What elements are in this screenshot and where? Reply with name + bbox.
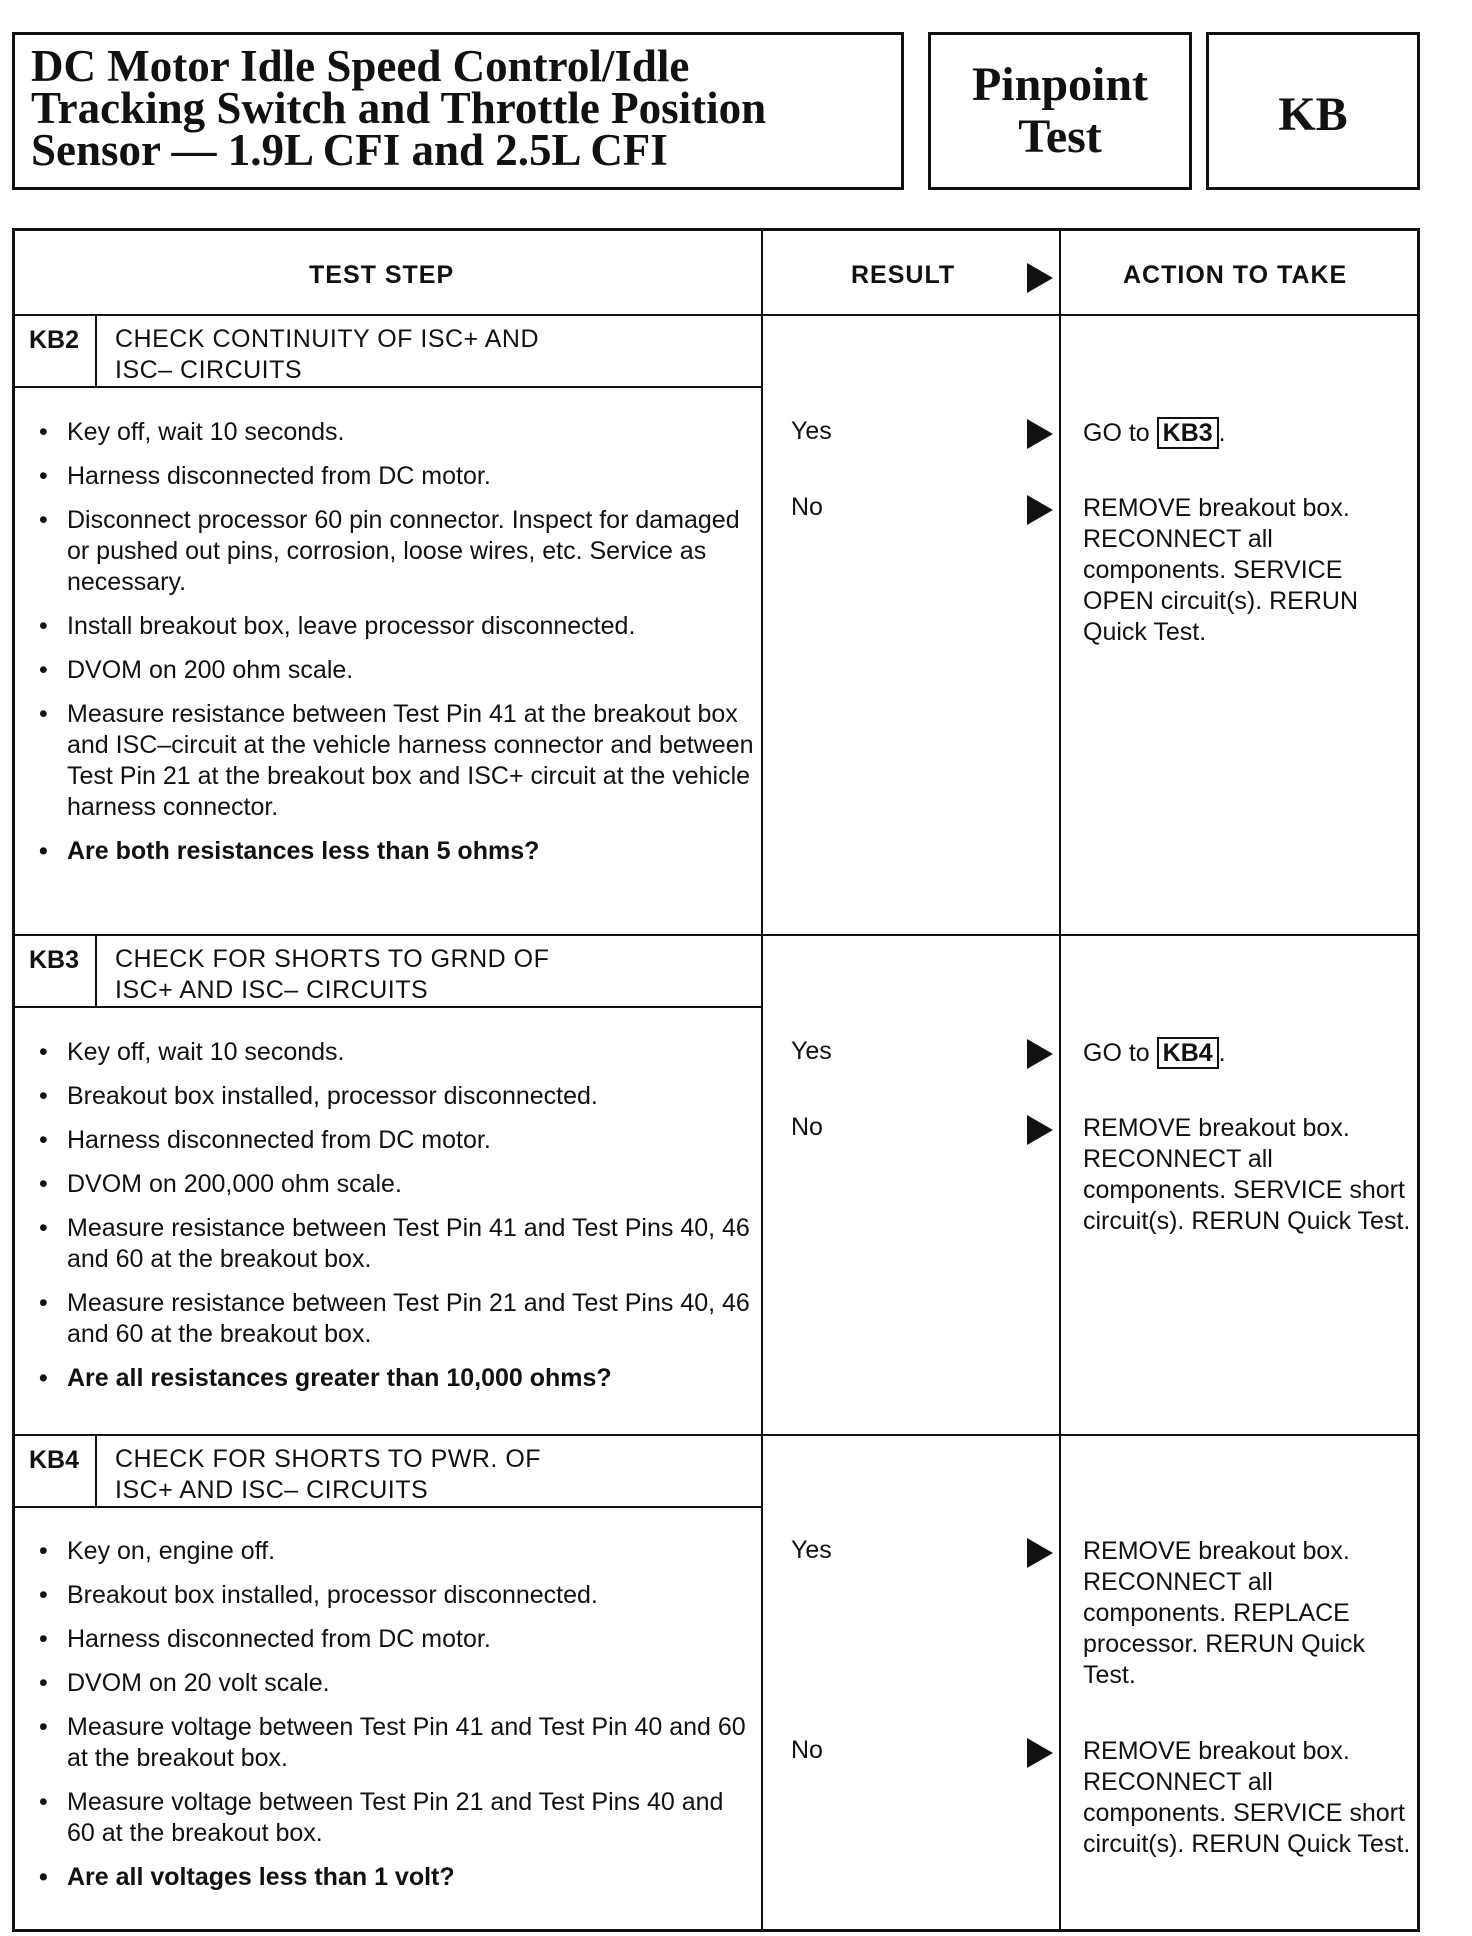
list-item: • Measure voltage between Test Pin 21 and Test Pins 40 and 60 at the breakout box. bbox=[35, 1787, 755, 1849]
test-code-label bbox=[1206, 32, 1420, 190]
pinpoint-line: Pinpoint bbox=[971, 58, 1149, 111]
step-title-line: CHECK FOR SHORTS TO GRND OF bbox=[115, 945, 550, 973]
page-title bbox=[12, 32, 904, 190]
step-title-divider bbox=[15, 1506, 761, 1508]
test-code: KB bbox=[1278, 88, 1348, 141]
list-item: • Harness disconnected from DC motor. bbox=[35, 1125, 755, 1156]
arrow-right-icon bbox=[1027, 1039, 1053, 1069]
step-title-line: ISC+ AND ISC– CIRCUITS bbox=[115, 1476, 429, 1504]
pinpoint-test-table bbox=[12, 228, 1420, 1932]
step-question: • Are all voltages less than 1 volt? bbox=[35, 1862, 755, 1893]
step-code: KB4 bbox=[15, 1436, 97, 1506]
result-no: No bbox=[791, 1736, 823, 1764]
action-text: . bbox=[1218, 1039, 1226, 1067]
step-question: • Are all resistances greater than 10,000 ohms? bbox=[35, 1363, 755, 1394]
arrow-right-icon bbox=[1027, 419, 1053, 449]
row-divider bbox=[15, 934, 1417, 936]
step-title-line: CHECK CONTINUITY OF ISC+ AND bbox=[115, 325, 540, 353]
step-title bbox=[115, 324, 539, 386]
list-item: • Measure resistance between Test Pin 21 and Test Pins 40, 46 and 60 at the breakout box. bbox=[35, 1288, 755, 1350]
arrow-right-icon bbox=[1027, 263, 1053, 293]
step-title-divider bbox=[15, 1006, 761, 1008]
action-text: GO to bbox=[1083, 1039, 1150, 1067]
list-item: • Key off, wait 10 seconds. bbox=[35, 417, 755, 448]
result-yes: Yes bbox=[791, 417, 832, 445]
list-item: • Key on, engine off. bbox=[35, 1536, 755, 1567]
column-header-test-step: TEST STEP bbox=[309, 261, 455, 289]
title-line: Tracking Switch and Throttle Position bbox=[31, 83, 767, 133]
step-title-line: CHECK FOR SHORTS TO PWR. OF bbox=[115, 1445, 542, 1473]
step-title bbox=[115, 944, 549, 1006]
column-divider bbox=[1059, 231, 1061, 1929]
action-yes: REMOVE breakout box. RECONNECT all components. REPLACE processor. RERUN Quick Test. bbox=[1083, 1537, 1366, 1689]
column-divider bbox=[761, 231, 763, 1929]
list-item: • Disconnect processor 60 pin connector. Inspect for damaged or pushed out pins, corrosion, loose wires, etc. Service as necessary. bbox=[35, 505, 755, 598]
column-header-action: ACTION TO TAKE bbox=[1123, 261, 1348, 289]
list-item: • Breakout box installed, processor disconnected. bbox=[35, 1081, 755, 1112]
step-code: KB3 bbox=[15, 936, 97, 1006]
result-yes: Yes bbox=[791, 1037, 832, 1065]
arrow-right-icon bbox=[1027, 495, 1053, 525]
list-item: • Breakout box installed, processor disconnected. bbox=[35, 1580, 755, 1611]
action-no: REMOVE breakout box. RECONNECT all components. SERVICE OPEN circuit(s). RERUN Quick Test. bbox=[1083, 494, 1359, 646]
row-divider bbox=[15, 1434, 1417, 1436]
result-yes: Yes bbox=[791, 1536, 832, 1564]
column-header-result: RESULT bbox=[851, 261, 956, 289]
action-yes bbox=[1083, 417, 1413, 449]
step-code: KB2 bbox=[15, 316, 97, 386]
step-title-line: ISC+ AND ISC– CIRCUITS bbox=[115, 976, 429, 1004]
list-item: • DVOM on 20 volt scale. bbox=[35, 1668, 755, 1699]
pinpoint-test-label bbox=[928, 32, 1192, 190]
step-instructions bbox=[35, 1037, 755, 1407]
row-divider bbox=[15, 314, 1417, 316]
list-item: • Key off, wait 10 seconds. bbox=[35, 1037, 755, 1068]
step-title-line: ISC– CIRCUITS bbox=[115, 356, 303, 384]
result-no: No bbox=[791, 493, 823, 521]
title-line: DC Motor Idle Speed Control/Idle bbox=[31, 41, 690, 91]
list-item: • Harness disconnected from DC motor. bbox=[35, 461, 755, 492]
list-item: • Measure resistance between Test Pin 41 at the breakout box and ISC–circuit at the vehicle harness connector and between Test Pin 21 at the breakout box and ISC+ circuit at the vehicle harness connector. bbox=[35, 699, 755, 823]
list-item: • Harness disconnected from DC motor. bbox=[35, 1624, 755, 1655]
action-text: GO to bbox=[1083, 419, 1150, 447]
arrow-right-icon bbox=[1027, 1115, 1053, 1145]
step-question: • Are both resistances less than 5 ohms? bbox=[35, 836, 755, 867]
list-item: • Measure resistance between Test Pin 41 and Test Pins 40, 46 and 60 at the breakout box. bbox=[35, 1213, 755, 1275]
step-reference: KB3 bbox=[1157, 417, 1219, 449]
list-item: • DVOM on 200 ohm scale. bbox=[35, 655, 755, 686]
step-instructions bbox=[35, 417, 755, 880]
step-reference: KB4 bbox=[1157, 1037, 1219, 1069]
result-no: No bbox=[791, 1113, 823, 1141]
list-item: • DVOM on 200,000 ohm scale. bbox=[35, 1169, 755, 1200]
list-item: • Measure voltage between Test Pin 41 and Test Pin 40 and 60 at the breakout box. bbox=[35, 1712, 755, 1774]
arrow-right-icon bbox=[1027, 1538, 1053, 1568]
action-text: . bbox=[1218, 419, 1226, 447]
title-line: Sensor — 1.9L CFI and 2.5L CFI bbox=[31, 125, 668, 175]
step-title-divider bbox=[15, 386, 761, 388]
action-yes bbox=[1083, 1037, 1413, 1069]
step-title bbox=[115, 1444, 541, 1506]
pinpoint-line: Test bbox=[1018, 110, 1102, 163]
arrow-right-icon bbox=[1027, 1738, 1053, 1768]
step-instructions bbox=[35, 1536, 755, 1906]
action-no: REMOVE breakout box. RECONNECT all components. SERVICE short circuit(s). RERUN Quick Test. bbox=[1083, 1737, 1411, 1858]
action-no: REMOVE breakout box. RECONNECT all components. SERVICE short circuit(s). RERUN Quick Test. bbox=[1083, 1114, 1411, 1235]
list-item: • Install breakout box, leave processor disconnected. bbox=[35, 611, 755, 642]
